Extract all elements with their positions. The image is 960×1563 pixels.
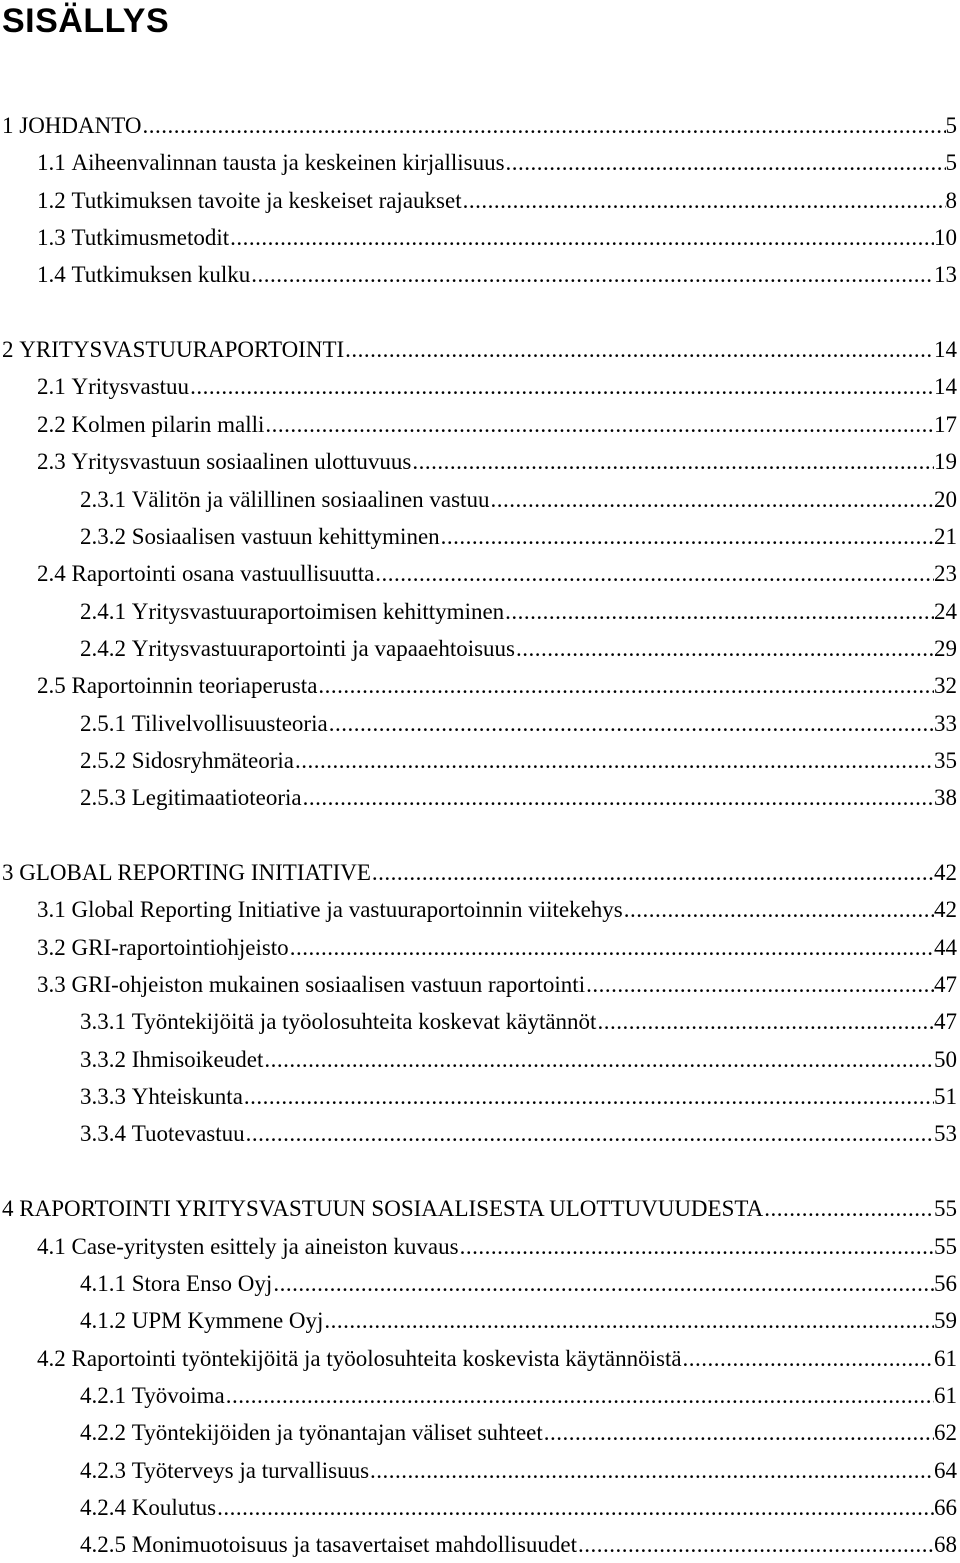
- toc-entry-number: 3.2: [37, 935, 66, 960]
- toc-entry-title: YRITYSVASTUURAPORTOINTI: [19, 337, 345, 362]
- toc-entry-number: 4.2.5: [80, 1532, 126, 1557]
- toc-entry-title: Global Reporting Initiative ja vastuuraportoinnin viitekehys: [71, 897, 623, 922]
- toc-entry[interactable]: [80, 482, 957, 518]
- toc-entry[interactable]: [80, 1004, 957, 1040]
- toc-entry-number: 3.3.4: [80, 1121, 126, 1146]
- toc-entry-page-number: 51: [934, 1084, 957, 1109]
- toc-entry-title: Yhteiskunta: [131, 1084, 243, 1109]
- toc-entry-number: 1.2: [37, 188, 66, 213]
- toc-entry[interactable]: [80, 706, 957, 742]
- toc-entry-page-number: 29: [934, 636, 957, 661]
- toc-entry-page-number: 14: [934, 337, 957, 362]
- toc-entry[interactable]: [37, 556, 957, 592]
- toc-leader-dots: [763, 1191, 934, 1227]
- toc-entry[interactable]: [80, 1303, 957, 1339]
- toc-entry-number: 2.5: [37, 673, 66, 698]
- toc-entry-number: 4: [2, 1196, 14, 1221]
- toc-entry-title: Stora Enso Oyj: [131, 1271, 273, 1296]
- toc-entry-number: 2.4.2: [80, 636, 126, 661]
- toc-entry-title: JOHDANTO: [19, 113, 142, 138]
- toc-entry-number: 3.3.3: [80, 1084, 126, 1109]
- toc-leader-dots: [504, 594, 934, 630]
- toc-entry-number: 2.4.1: [80, 599, 126, 624]
- toc-entry-title: Raportoinnin teoriaperusta: [71, 673, 318, 698]
- toc-entry-number: 2.4: [37, 561, 66, 586]
- toc-leader-dots: [294, 743, 934, 779]
- toc-entry[interactable]: [80, 1042, 957, 1078]
- toc-entry-page-number: 66: [934, 1495, 957, 1520]
- toc-entry-title: Työntekijöitä ja työolosuhteita koskevat käytännöt: [131, 1009, 597, 1034]
- toc-entry[interactable]: [37, 220, 957, 256]
- toc-entry-number: 4.2.4: [80, 1495, 126, 1520]
- toc-entry-page-number: 24: [934, 599, 957, 624]
- toc-entry-number: 2.5.1: [80, 711, 126, 736]
- toc-leader-dots: [440, 519, 934, 555]
- toc-entry-number: 3.3.2: [80, 1047, 126, 1072]
- toc-entry-title: Työvoima: [131, 1383, 225, 1408]
- toc-entry-title: Tuotevastuu: [131, 1121, 245, 1146]
- toc-entry[interactable]: [37, 967, 957, 1003]
- toc-leader-dots: [189, 369, 934, 405]
- toc-entry[interactable]: [80, 743, 957, 779]
- toc-entry-page-number: 50: [934, 1047, 957, 1072]
- toc-entry[interactable]: [80, 519, 957, 555]
- toc-leader-dots: [505, 145, 946, 181]
- toc-entry-number: 3.1: [37, 897, 66, 922]
- toc-entry-number: 2.3: [37, 449, 66, 474]
- toc-entry-title: Yritysvastuuraportointi ja vapaaehtoisuus: [131, 636, 516, 661]
- toc-entry-number: 4.2: [37, 1346, 66, 1371]
- toc-entry[interactable]: [80, 1378, 957, 1414]
- toc-leader-dots: [243, 1079, 934, 1115]
- toc-entry-page-number: 20: [934, 487, 957, 512]
- toc-entry[interactable]: [80, 1527, 957, 1563]
- toc-leader-dots: [317, 668, 934, 704]
- toc-entry-title: Yritysvastuun sosiaalinen ulottuvuus: [71, 449, 412, 474]
- toc-entry-title: Monimuotoisuus ja tasavertaiset mahdollisuudet: [131, 1532, 577, 1557]
- toc-leader-dots: [515, 631, 934, 667]
- toc-entry[interactable]: [2, 108, 957, 144]
- toc-leader-dots: [344, 332, 934, 368]
- toc-entry-page-number: 5: [945, 150, 957, 175]
- toc-leader-dots: [459, 1229, 934, 1265]
- toc-entry-number: 2.2: [37, 412, 66, 437]
- toc-entry-title: Tutkimuksen kulku: [71, 262, 251, 287]
- toc-entry-number: 4.1: [37, 1234, 66, 1259]
- toc-entry[interactable]: [37, 1229, 957, 1265]
- toc-leader-dots: [374, 556, 934, 592]
- toc-leader-dots: [369, 1453, 934, 1489]
- toc-entry-number: 3.3: [37, 972, 66, 997]
- toc-entry-title: Yritysvastuuraportoimisen kehittyminen: [131, 599, 505, 624]
- toc-entry-number: 2: [2, 337, 14, 362]
- toc-entry-title: UPM Kymmene Oyj: [131, 1308, 324, 1333]
- toc-entry[interactable]: [80, 780, 957, 816]
- toc-entry-number: 2.3.2: [80, 524, 126, 549]
- toc-entry-title: Raportointi osana vastuullisuutta: [71, 561, 375, 586]
- toc-entry-page-number: 19: [934, 449, 957, 474]
- toc-leader-dots: [302, 780, 934, 816]
- toc-entry-title: Koulutus: [131, 1495, 217, 1520]
- toc-entry-title: Aiheenvalinnan tausta ja keskeinen kirjallisuus: [71, 150, 505, 175]
- toc-entry-title: GRI-ohjeiston mukainen sosiaalisen vastuun raportointi: [71, 972, 586, 997]
- toc-entry-title: Legitimaatioteoria: [131, 785, 302, 810]
- toc-entry[interactable]: [80, 594, 957, 630]
- toc-entry-title: Case-yritysten esittely ja aineiston kuvaus: [71, 1234, 459, 1259]
- toc-entry[interactable]: [37, 1341, 957, 1377]
- toc-entry-title: Tutkimuksen tavoite ja keskeiset rajaukset: [71, 188, 462, 213]
- toc-entry-page-number: 5: [945, 113, 957, 138]
- toc-entry-number: 2.5.3: [80, 785, 126, 810]
- toc-entry-page-number: 10: [934, 225, 957, 250]
- page-title: SISÄLLYS: [2, 2, 170, 40]
- toc-entry[interactable]: [80, 1079, 957, 1115]
- toc-entry[interactable]: [80, 1116, 957, 1152]
- toc-entry[interactable]: [37, 145, 957, 181]
- toc-leader-dots: [225, 1378, 934, 1414]
- toc-leader-dots: [623, 892, 934, 928]
- toc-entry-title: Tutkimusmetodit: [71, 225, 230, 250]
- toc-entry-page-number: 47: [934, 1009, 957, 1034]
- toc-entry[interactable]: [2, 332, 957, 368]
- toc-entry[interactable]: [80, 1490, 957, 1526]
- toc-leader-dots: [411, 444, 934, 480]
- toc-entry-number: 4.2.3: [80, 1458, 126, 1483]
- toc-entry-page-number: 61: [934, 1383, 957, 1408]
- toc-leader-dots: [323, 1303, 934, 1339]
- toc-entry-page-number: 32: [934, 673, 957, 698]
- toc-entry-title: GRI-raportointiohjeisto: [71, 935, 289, 960]
- toc-entry-title: Kolmen pilarin malli: [71, 412, 265, 437]
- toc-entry-number: 3.3.1: [80, 1009, 126, 1034]
- toc-entry[interactable]: [80, 1415, 957, 1451]
- toc-entry-page-number: 68: [934, 1532, 957, 1557]
- toc-entry-page-number: 33: [934, 711, 957, 736]
- toc-entry-number: 1.4: [37, 262, 66, 287]
- toc-leader-dots: [229, 220, 934, 256]
- toc-entry-title: Raportointi työntekijöitä ja työolosuhteita koskevista käytännöistä: [71, 1346, 682, 1371]
- toc-entry-page-number: 64: [934, 1458, 957, 1483]
- toc-entry-number: 1.3: [37, 225, 66, 250]
- toc-entry[interactable]: [80, 1453, 957, 1489]
- toc-entry-title: Tilivelvollisuusteoria: [131, 711, 328, 736]
- toc-entry-number: 4.1.2: [80, 1308, 126, 1333]
- toc-entry-page-number: 55: [934, 1196, 957, 1221]
- toc-leader-dots: [272, 1266, 934, 1302]
- toc-leader-dots: [489, 482, 934, 518]
- toc-entry[interactable]: [37, 444, 957, 480]
- toc-entry-title: Sidosryhmäteoria: [131, 748, 294, 773]
- toc-entry-title: RAPORTOINTI YRITYSVASTUUN SOSIAALISESTA ULOTTUVUUDESTA: [19, 1196, 764, 1221]
- toc-entry-page-number: 55: [934, 1234, 957, 1259]
- toc-entry-page-number: 8: [945, 188, 957, 213]
- toc-leader-dots: [585, 967, 934, 1003]
- toc-leader-dots: [577, 1527, 934, 1563]
- toc-entry[interactable]: [80, 631, 957, 667]
- toc-leader-dots: [289, 930, 934, 966]
- toc-entry-page-number: 47: [934, 972, 957, 997]
- toc-leader-dots: [328, 706, 934, 742]
- toc-entry-page-number: 44: [934, 935, 957, 960]
- toc-entry[interactable]: [37, 183, 957, 219]
- toc-entry-title: Työterveys ja turvallisuus: [131, 1458, 370, 1483]
- toc-entry-number: 4.2.1: [80, 1383, 126, 1408]
- toc-entry[interactable]: [80, 1266, 957, 1302]
- toc-entry-page-number: 13: [934, 262, 957, 287]
- toc-leader-dots: [462, 183, 946, 219]
- toc-entry[interactable]: [2, 1191, 957, 1227]
- toc-leader-dots: [264, 407, 934, 443]
- toc-entry[interactable]: [37, 892, 957, 928]
- toc-leader-dots: [245, 1116, 934, 1152]
- toc-entry[interactable]: [37, 407, 957, 443]
- toc-entry-page-number: 56: [934, 1271, 957, 1296]
- toc-leader-dots: [250, 257, 934, 293]
- toc-entry-number: 2.1: [37, 374, 66, 399]
- toc-entry-page-number: 59: [934, 1308, 957, 1333]
- toc-entry[interactable]: [37, 668, 957, 704]
- toc-entry-title: Yritysvastuu: [71, 374, 190, 399]
- toc-leader-dots: [216, 1490, 934, 1526]
- toc-entry-page-number: 62: [934, 1420, 957, 1445]
- toc-leader-dots: [596, 1004, 934, 1040]
- toc-entry-page-number: 17: [934, 412, 957, 437]
- toc-entry-page-number: 61: [934, 1346, 957, 1371]
- toc-entry[interactable]: [37, 257, 957, 293]
- toc-entry-number: 1: [2, 113, 14, 138]
- toc-entry[interactable]: [37, 369, 957, 405]
- toc-entry-number: 4.2.2: [80, 1420, 126, 1445]
- toc-entry-title: Ihmisoikeudet: [131, 1047, 264, 1072]
- toc-leader-dots: [371, 855, 934, 891]
- toc-entry-title: Sosiaalisen vastuun kehittyminen: [131, 524, 440, 549]
- toc-leader-dots: [543, 1415, 934, 1451]
- toc-entry-page-number: 42: [934, 897, 957, 922]
- toc-leader-dots: [142, 108, 946, 144]
- toc-entry-title: Työntekijöiden ja työnantajan väliset suhteet: [131, 1420, 543, 1445]
- toc-entry-number: 2.5.2: [80, 748, 126, 773]
- toc-entry-title: GLOBAL REPORTING INITIATIVE: [19, 860, 371, 885]
- toc-entry-page-number: 23: [934, 561, 957, 586]
- toc-entry-number: 1.1: [37, 150, 66, 175]
- toc-entry-page-number: 14: [934, 374, 957, 399]
- toc-entry-page-number: 35: [934, 748, 957, 773]
- toc-entry-page-number: 21: [934, 524, 957, 549]
- toc-entry-number: 4.1.1: [80, 1271, 126, 1296]
- toc-leader-dots: [682, 1341, 934, 1377]
- toc-entry[interactable]: [2, 855, 957, 891]
- toc-entry[interactable]: [37, 930, 957, 966]
- toc-entry-page-number: 53: [934, 1121, 957, 1146]
- toc-entry-page-number: 42: [934, 860, 957, 885]
- toc-leader-dots: [263, 1042, 934, 1078]
- toc-entry-number: 2.3.1: [80, 487, 126, 512]
- toc-entry-number: 3: [2, 860, 14, 885]
- toc-entry-title: Välitön ja välillinen sosiaalinen vastuu: [131, 487, 490, 512]
- toc-entry-page-number: 38: [934, 785, 957, 810]
